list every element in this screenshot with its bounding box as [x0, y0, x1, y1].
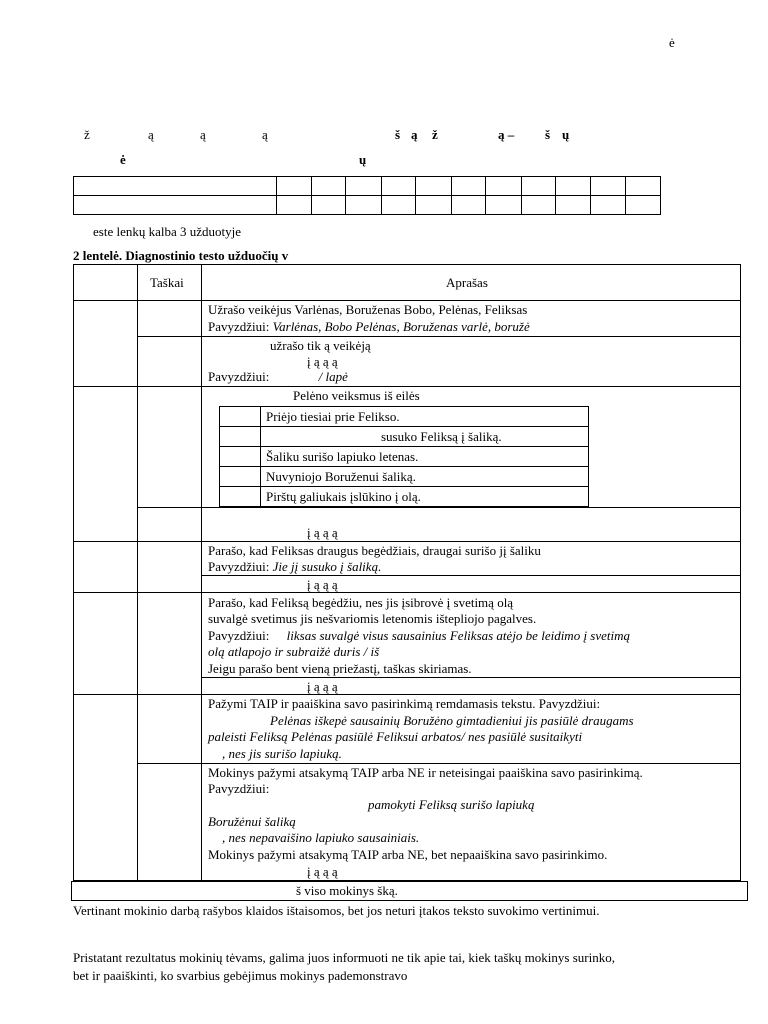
- column-divider: [201, 264, 202, 881]
- row5-line6: į ą ą ą: [307, 679, 338, 694]
- note-parents-line1: Pristatant rezultatus mokinių tėvams, galima juos informuoti ne tik apie tai, kiek taškų mokinys surinko,: [73, 950, 615, 965]
- row5-line3: [208, 628, 630, 643]
- grid-cell: [416, 196, 452, 215]
- sequence-step: Nuvyniojo Boruženui šaliką.: [261, 467, 589, 487]
- grid-cell: [74, 177, 277, 196]
- row6-line3: paleisti Feliksą Pelėnas pasiūlė Feliksui arbatos/ nes pasiūlė susitaikyti: [208, 729, 583, 744]
- grid-cell: [626, 177, 661, 196]
- sequence-step: susuko Feliksą į šaliką.: [261, 427, 589, 447]
- row2-line3: [208, 369, 348, 384]
- heading-fragment: š: [545, 127, 551, 142]
- sequence-step: Pirštų galiukais įslūkino į olą.: [261, 487, 589, 507]
- total-row-box: [71, 881, 748, 901]
- heading-fragment: ų: [359, 152, 367, 167]
- heading-fragment: ž: [432, 127, 438, 142]
- grid-cell: [311, 177, 346, 196]
- header-points: Taškai: [150, 275, 184, 290]
- sequence-number-cell: [220, 447, 261, 467]
- row-divider: [73, 541, 741, 542]
- heading-fragment: ą: [262, 127, 268, 142]
- table2-title: 2 lentelė. Diagnostinio testo užduočių v: [73, 248, 289, 263]
- header-letter: ė: [669, 35, 675, 50]
- example-label: Pavyzdžiui:: [208, 628, 270, 643]
- row7-line5: , nes nepavaišino lapiuko sausainiais.: [222, 830, 420, 845]
- row5-line1: Parašo, kad Feliksą begėdžiu, nes jis įsibrovė į svetimą olą: [208, 595, 514, 610]
- heading-fragment: ė: [120, 152, 126, 167]
- row-divider: [73, 694, 741, 695]
- row4-line1: Parašo, kad Feliksas draugus begėdžiais, draugai surišo jį šaliku: [208, 543, 541, 558]
- row1-line2: [208, 319, 530, 334]
- row-divider: [73, 592, 741, 593]
- grid-cell: [626, 196, 661, 215]
- row2-line1: užrašo tik ą veikėją: [270, 338, 371, 353]
- grid-cell: [451, 177, 486, 196]
- sequence-number-cell: [220, 467, 261, 487]
- row-divider: [137, 763, 741, 764]
- row5-line4: olą atlapojo ir subraižė duris / iš: [208, 644, 380, 659]
- sequence-step: Priėjo tiesiai prie Felikso.: [261, 407, 589, 427]
- row-divider: [201, 575, 741, 576]
- example-text: Jie jį susuko į šaliką.: [272, 559, 382, 574]
- grid-cell: [486, 196, 522, 215]
- row7-line4: Boružėnui šaliką: [208, 814, 296, 829]
- row1-line1: Užrašo veikėjus Varlėnas, Boruženas Bobo, Pelėnas, Feliksas: [208, 302, 528, 317]
- example-label: Pavyzdžiui:: [208, 559, 270, 574]
- row4-line2: [208, 559, 381, 574]
- row6-line2: Pelėnas iškepė sausainių Boružėno gimtadieniui jis pasiūlė draugams: [270, 713, 634, 728]
- row7-line2: Pavyzdžiui:: [208, 781, 270, 796]
- row-divider: [137, 336, 741, 337]
- heading-fragment: ų: [562, 127, 570, 142]
- grid-cell: [346, 196, 382, 215]
- row2-line2: į ą ą ą: [307, 354, 338, 369]
- example-label: Pavyzdžiui:: [208, 369, 270, 384]
- row5-line5: Jeigu parašo bent vieną priežastį, taškas skiriamas.: [208, 661, 472, 676]
- grid-note: este lenkų kalba 3 užduotyje: [93, 224, 242, 239]
- row5-line2: suvalgė svetimus jis nešvariomis letenomis ištepliojo pagalves.: [208, 611, 537, 626]
- grid-cell: [74, 196, 277, 215]
- row7-line3: pamokyti Feliksą surišo lapiuką: [368, 797, 535, 812]
- row3-title: Pelėno veiksmus iš eilės: [293, 388, 420, 403]
- grid-cell: [521, 196, 556, 215]
- grid-cell: [451, 196, 486, 215]
- example-text: liksas suvalgė visus sausainius Feliksas atėjo be leidimo į svetimą: [286, 628, 631, 643]
- heading-fragment: ą: [200, 127, 206, 142]
- sequence-number-cell: [220, 407, 261, 427]
- row4-line3: į ą ą ą: [307, 577, 338, 592]
- grid-cell: [381, 177, 416, 196]
- note-spelling: Vertinant mokinio darbą rašybos klaidos ištaisomos, bet jos neturi įtakos teksto suvokimo vertinimui.: [73, 903, 600, 918]
- grid-cell: [521, 177, 556, 196]
- sequence-number-cell: [220, 427, 261, 447]
- row6-line1: Pažymi TAIP ir paaiškina savo pasirinkimą remdamasis tekstu. Pavyzdžiui:: [208, 696, 601, 711]
- header-description: Aprašas: [446, 275, 488, 290]
- row3-after: į ą ą ą: [307, 525, 338, 540]
- grid-cell: [590, 177, 626, 196]
- heading-fragment: ą: [148, 127, 154, 142]
- example-label: Pavyzdžiui:: [208, 319, 270, 334]
- row7-line7: į ą ą ą: [307, 864, 338, 879]
- grid-cell: [590, 196, 626, 215]
- sequence-table: [219, 406, 589, 507]
- heading-fragment: ž: [84, 127, 90, 142]
- example-text: / lapė: [318, 369, 348, 384]
- heading-fragment: ą: [411, 127, 418, 142]
- column-divider: [137, 264, 138, 881]
- sequence-step: Šaliku surišo lapiuko letenas.: [261, 447, 589, 467]
- grid-cell: [556, 196, 591, 215]
- heading-fragment: ą –: [498, 127, 515, 142]
- grid-cell: [277, 196, 312, 215]
- grid-cell: [311, 196, 346, 215]
- row6-line4: , nes jis surišo lapiuką.: [222, 746, 342, 761]
- sequence-number-cell: [220, 487, 261, 507]
- row-divider: [73, 300, 741, 301]
- note-parents-line2: bet ir paaiškinti, ko svarbius gebėjimus mokinys pademonstravo: [73, 968, 408, 983]
- grid-cell: [346, 177, 382, 196]
- total-row-text: š viso mokinys šką.: [296, 883, 398, 898]
- grid-cell: [277, 177, 312, 196]
- heading-fragment: š: [395, 127, 401, 142]
- grid-cell: [381, 196, 416, 215]
- table-frame: [73, 264, 741, 881]
- grid-cell: [486, 177, 522, 196]
- row7-line1: Mokinys pažymi atsakymą TAIP arba NE ir neteisingai paaiškina savo pasirinkimą.: [208, 765, 643, 780]
- row-divider: [201, 677, 741, 678]
- grid-cell: [416, 177, 452, 196]
- grid-cell: [556, 177, 591, 196]
- example-text: Varlėnas, Bobo Pelėnas, Boruženas varlė, boružė: [272, 319, 530, 334]
- row7-line6: Mokinys pažymi atsakymą TAIP arba NE, bet nepaaiškina savo pasirinkimo.: [208, 847, 608, 862]
- row-divider: [73, 386, 741, 387]
- row-divider: [137, 507, 741, 508]
- score-grid-table: [73, 176, 661, 215]
